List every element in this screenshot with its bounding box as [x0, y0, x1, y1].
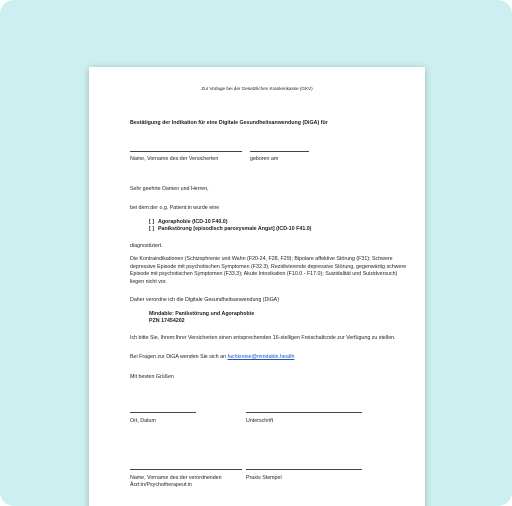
product-pzn: PZN 17454202: [149, 318, 185, 324]
diagnosis-checkbox[interactable]: [ ]: [149, 219, 154, 225]
doctor-name-line: [130, 469, 242, 470]
contact-email-link[interactable]: fachkreise@mindable.health: [227, 354, 295, 360]
diagnosed-text: diagnostiziert.: [130, 243, 163, 249]
request-paragraph: Ich bitte Sie, Ihrem:Ihrer Versicherten einen entsprechenden 16-stelligen Freischaltcode zur Verfügung zu stellen.: [130, 335, 396, 341]
prescribe-intro: Daher verordne ich die Digitale Gesundheitsanwendung (DiGA): [130, 297, 279, 303]
questions-prefix: Bei Fragen zur DiGA wenden Sie sich an: [130, 354, 226, 360]
doctor-name-label: Name, Vorname des:der verordnenden Ärzt:in/Psychotherapeut:in: [130, 475, 222, 488]
diagnosis-label: Agoraphobie (ICD-10 F40.0): [158, 219, 228, 225]
birth-field-line: [250, 151, 309, 152]
document-title: Bestätigung der Indikation für eine Digitale Gesundheitsanwendung (DiGA) für: [130, 120, 328, 126]
document-page: [89, 67, 425, 506]
name-field-line: [130, 151, 242, 152]
signature-line: [246, 412, 362, 413]
stamp-line: [246, 469, 362, 470]
name-field-label: Name, Vorname des:der Versicherten: [130, 156, 219, 162]
birth-field-label: geboren am: [250, 156, 279, 162]
place-date-line: [130, 412, 196, 413]
patient-intro: bei dem:der o.g. Patient:in wurde eine: [130, 205, 220, 211]
stamp-label: Praxis Stempel: [246, 475, 282, 481]
contraindications-paragraph: Die Kontraindikationen (Schizophrenie und Wahn (F20-24, F28, F29); Bipolare affektive Störung (F31); Schwere depressive Episode mit psychotischen Symptomen (F32.3); Rezidivierende depressive Störung, gegenwärtig schwere Episode mit psychotischen Symptomen (F33.3); Akute Intoxikation (F10.0 - F17.0); Suizidalität und Suizidversuch) liegen nicht vor.: [130, 256, 407, 285]
salutation: Sehr geehrte Damen und Herren,: [130, 186, 209, 192]
diagnosis-checkbox[interactable]: [ ]: [149, 226, 154, 232]
signature-label: Unterschrift: [246, 418, 274, 424]
header-note: Zur Vorlage bei der Gesetzlichen Krankenkasse (GKV): [201, 86, 313, 91]
questions-line: [130, 354, 294, 360]
place-date-label: Ort, Datum: [130, 418, 156, 424]
diagnosis-label: Panikstörung [episodisch paroxysmale Angst] (ICD-10 F41.0): [158, 226, 312, 232]
product-name: Mindable: Panikstörung und Agoraphobie: [149, 311, 255, 317]
closing: Mit besten Grüßen: [130, 374, 174, 380]
